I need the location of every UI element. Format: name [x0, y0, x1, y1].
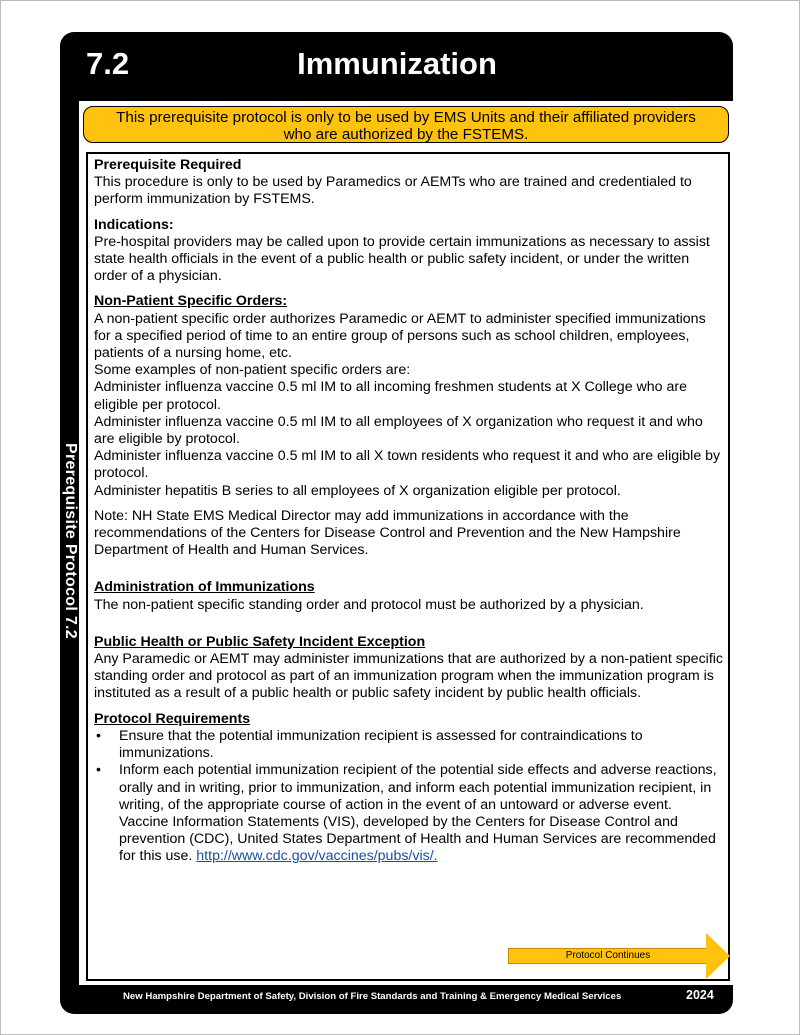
- exception-heading: Public Health or Public Safety Incident Exception: [94, 633, 426, 650]
- footer-agency: New Hampshire Department of Safety, Division of Fire Standards and Training & Emergency Medical Services: [123, 991, 622, 1002]
- requirements-heading: Protocol Requirements: [94, 710, 251, 727]
- protocol-text: [94, 157, 724, 866]
- notice-line-1: This prerequisite protocol is only to be used by EMS Units and their affiliated providers: [116, 109, 696, 126]
- footer-year: 2024: [686, 988, 714, 1002]
- non-patient-line: Administer hepatitis B series to all employees of X organization eligible per protocol.: [94, 482, 621, 499]
- non-patient-line: Administer influenza vaccine 0.5 ml IM to all employees of X organization who request it and who are eligible by protocol.: [94, 413, 703, 448]
- bullet-icon: •: [96, 762, 101, 779]
- list-item: [94, 728, 724, 762]
- administration-heading: Administration of Immunizations: [94, 579, 315, 596]
- prerequisite-notice: [83, 106, 729, 143]
- requirement-text: Inform each potential immunization recipient of the potential side effects and adverse reactions, orally and in writing, prior to immunization, and inform each potential immunization recipient, in writing, of the appropriate course of action in the event of an untoward or adverse event. Vaccine Information Statements (VIS), developed by the Centers for Disease Control and prevention (CDC), United States Department of Health and Human Services are recommended for this use.: [119, 762, 717, 865]
- non-patient-line: A non-patient specific order authorizes Paramedic or AEMT to administer specified immunizations for a specified period of time to an entire group of persons such as school children, employees, patients of a nursing home, etc.: [94, 310, 706, 362]
- indications-body: Pre-hospital providers may be called upon to provide certain immunizations as necessary to assist state health officials in the event of a public health or public safety incident, or under the written order of a physician.: [94, 233, 710, 285]
- prereq-body: This procedure is only to be used by Paramedics or AEMTs who are trained and credentialed to perform immunization by FSTEMS.: [94, 174, 692, 208]
- non-patient-line: Administer influenza vaccine 0.5 ml IM to all incoming freshmen students at X College who are eligible per protocol.: [94, 379, 688, 413]
- cdc-vis-link[interactable]: http://www.cdc.gov/vaccines/pubs/vis/.: [196, 848, 438, 865]
- protocol-continues-label: Protocol Continues: [508, 948, 708, 964]
- non-patient-heading: Non-Patient Specific Orders:: [94, 293, 288, 310]
- exception-body: Any Paramedic or AEMT may administer immunizations that are authorized by a non-patient specific standing order and protocol as part of an immunization program when the immunization program is instituted as a result of a public health or public safety incident by public health officials.: [94, 651, 724, 702]
- protocol-number: 7.2: [86, 46, 130, 81]
- prereq-heading: Prerequisite Required: [94, 157, 242, 173]
- administration-body: The non-patient specific standing order and protocol must be authorized by a physician.: [94, 596, 644, 613]
- notice-line-2: who are authorized by the FSTEMS.: [283, 126, 529, 143]
- indications-heading: Indications:: [94, 216, 174, 233]
- bullet-icon: •: [96, 727, 101, 744]
- non-patient-line: Some examples of non-patient specific orders are:: [94, 362, 411, 379]
- side-label: Prerequisite Protocol 7.2: [62, 442, 79, 639]
- page-title: Immunization: [297, 46, 497, 81]
- non-patient-line: Administer influenza vaccine 0.5 ml IM to all X town residents who request it and who are eligible by protocol.: [94, 448, 721, 482]
- list-item: [94, 762, 724, 865]
- arrow-right-icon: [706, 933, 730, 979]
- requirement-text: Ensure that the potential immunization recipient is assessed for contraindications to immunizations.: [119, 727, 643, 762]
- medical-director-note: Note: NH State EMS Medical Director may add immunizations in accordance with the recommendations of the Centers for Disease Control and Prevention and the New Hampshire Department of Health and Human Services.: [94, 507, 681, 559]
